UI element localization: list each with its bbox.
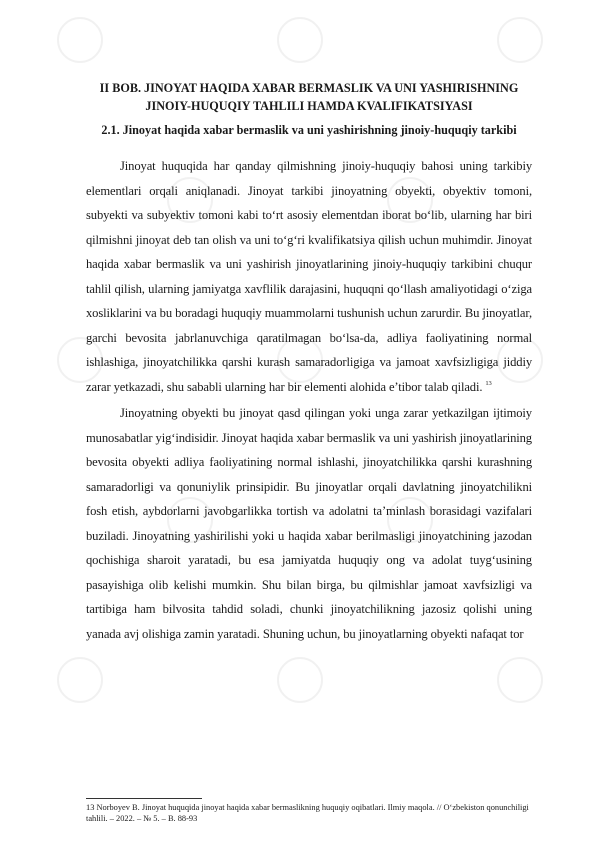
body-text — [86, 154, 532, 646]
footnote-divider — [86, 798, 202, 799]
footnote: 13 Norboyev B. Jinoyat huquqida jinoyat haqida xabar bermaslikning huquqiy oqibatlari. Ilmiy maqola. // O‘zbekiston qonunchiligi tahlili. – 2022. – № 5. – B. 88-93 — [86, 803, 529, 824]
paragraph-1-text: Jinoyat huquqida har qanday qilmishning jinoiy-huquqiy bahosi uning tarkibiy elementlari orqali aniqlanadi. Jinoyat tarkibi jinoyatning obyekti, obyektiv tomoni, subyekti va subyektiv tomoni kabi to‘rt asosiy elementdan iborat bo‘lib, ularning har biri qilmishni jinoyat deb tan olish va uni to‘g‘ri kvalifikatsiya qilish uchun muhimdir. Jinoyat haqida xabar bermaslik va uni yashirish jinoyatlarining jinoiy-huquqiy tarkibini chuqur tahlil qilish, ularning jamiyatga xavflilik darajasini, huquqni qo‘llash amaliyotidagi o‘ziga xosliklarini va bu boradagi huquqiy muammolarni tushunish uchun zarurdir. Bu jinoyatlar, garchi bevosita jabrlanuvchiga qaratilmagan bo‘lsa-da, adliya faoliyatining normal ishlashiga, jinoyatchilikka qarshi kurash samaradorligiga va jamoat xavfsizligiga jiddiy zarar yetkazadi, shu sababli ularning har bir elementi alohida e’tibor talab qiladi. — [86, 159, 532, 394]
section-title: 2.1. Jinoyat haqida xabar bermaslik va uni yashirishning jinoiy-huquqiy tarkibi — [101, 123, 517, 137]
paragraph-1 — [86, 154, 532, 399]
paragraph-2: Jinoyatning obyekti bu jinoyat qasd qilingan yoki unga zarar yetkazilgan ijtimoiy munosabatlar yig‘indisidir. Jinoyat haqida xabar bermaslik va uni yashirish jinoyatlarining bevosita obyekti adliya faoliyatining normal ishlashi, jinoyatchilikka qarshi kurashning samaradorligi va qonuniylik prinsipidir. Bu jinoyatlar orqali davlatning jinoyatchilikni fosh etish, aybdorlarni javobgarlikka tortish va adolatni ta’minlash borasidagi vazifalari buziladi. Jinoyatning yashirilishi yoki u haqida xabar berilmasligi jinoyatchining jazodan qochishiga sharoit yaratadi, bu esa jamiyatda huquqiy ong va adolat tuyg‘usining pasayishiga olib kelishi mumkin. Shu bilan birga, bu qilmishlar jamoat xavfsizligi va tartibiga ham bilvosita tahdid soladi, chunki jinoyatchilikning jazosiz qolishi uning yanada avj olishiga zamin yaratadi. Shuning uchun, bu jinoyatlarning obyekti nafaqat tor — [86, 406, 532, 641]
chapter-title: II BOB. JINOYAT HAQIDA XABAR BERMASLIK VA UNI YASHIRISHNING JINOIY-HUQUQIY TAHLILI HAMDA KVALIFIKATSIYASI — [99, 81, 519, 113]
heading-block — [86, 80, 532, 140]
footnote-reference[interactable]: 13 — [485, 380, 492, 388]
